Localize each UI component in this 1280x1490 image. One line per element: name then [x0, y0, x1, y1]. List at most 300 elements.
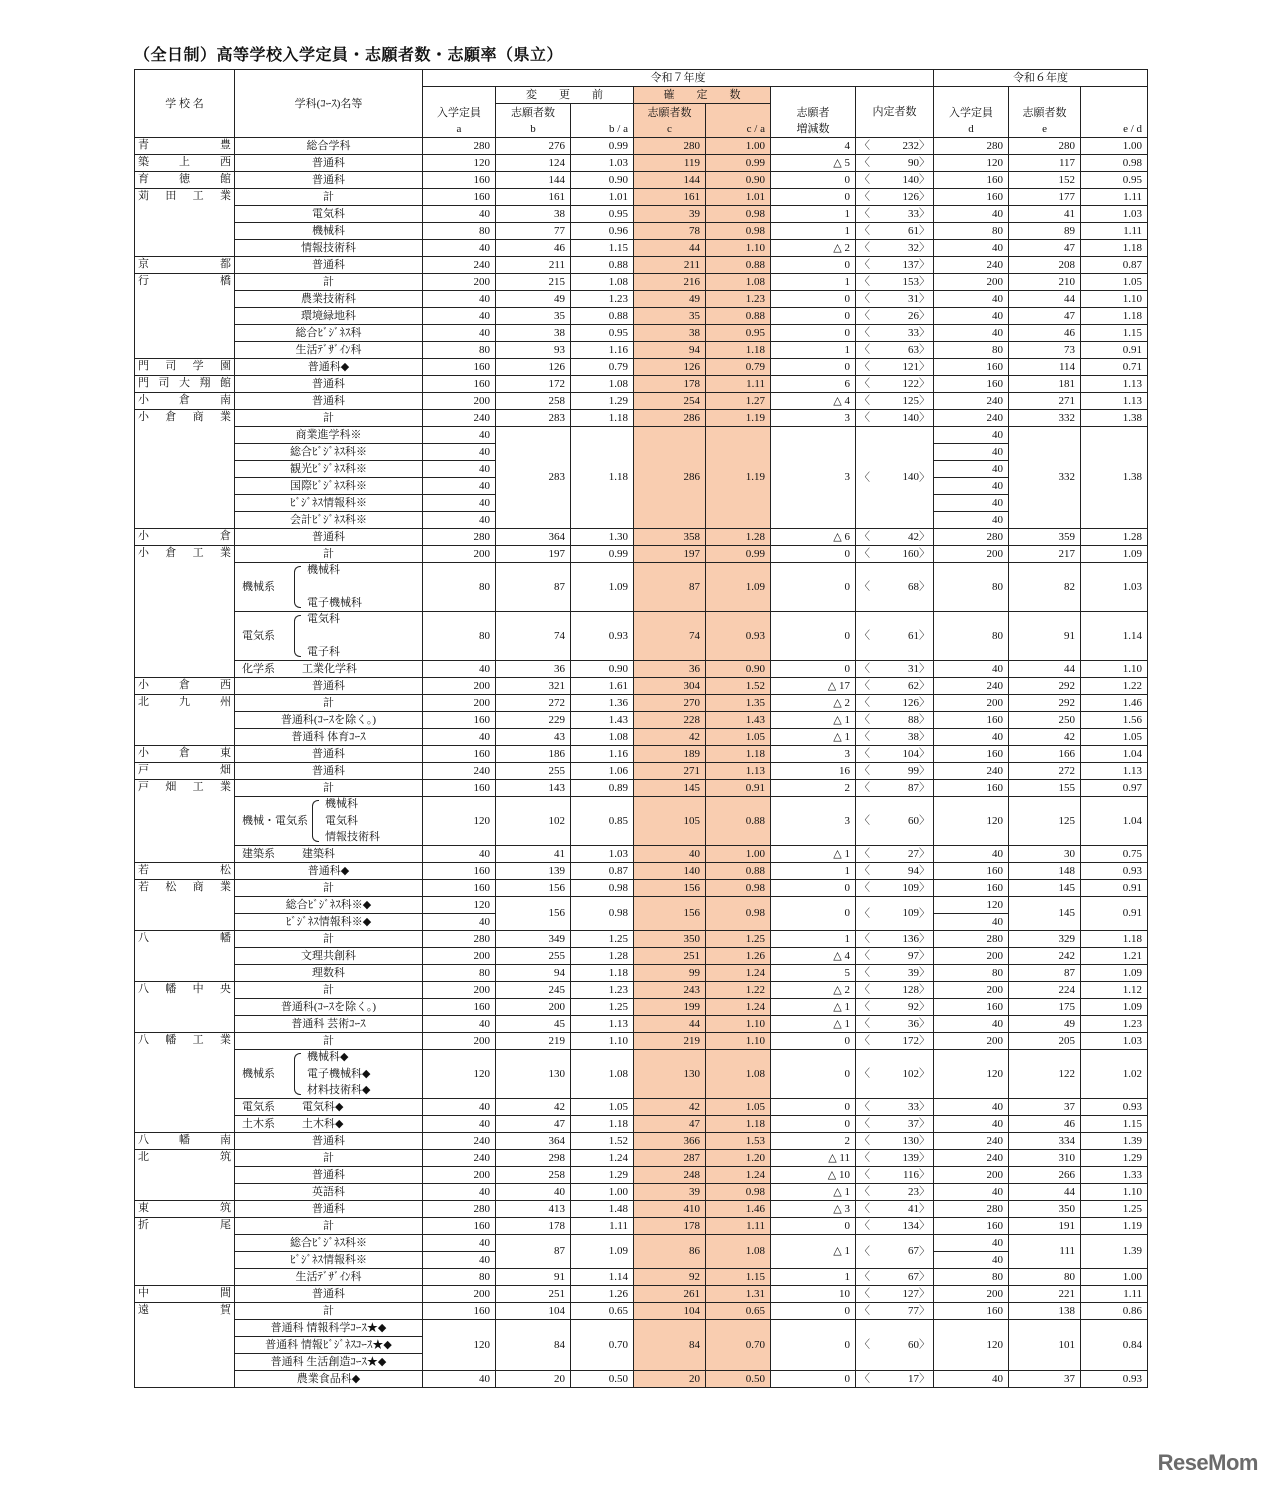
ratio-ed-cell: 1.13 — [1081, 763, 1148, 780]
applicants-e-cell: 250 — [1009, 712, 1081, 729]
table-row — [135, 308, 1148, 325]
applicants-b-cell: 245 — [496, 982, 571, 999]
course-items — [307, 563, 362, 611]
close-angle-icon: 〉 — [919, 207, 931, 220]
naitei-cell — [856, 1033, 934, 1050]
naitei: 153 — [902, 275, 920, 288]
ratio-ca-cell: 1.08 — [706, 274, 771, 291]
applicants-e-cell: 117 — [1009, 155, 1081, 172]
course-cell: 普通科 情報科学ｺｰｽ★◆ — [235, 1320, 423, 1337]
applicants-c-cell: 286 — [634, 427, 706, 529]
ratio-ca-cell: 1.08 — [706, 1235, 771, 1269]
change-cell: 0 — [771, 189, 856, 206]
close-angle-icon: 〉 — [919, 292, 931, 305]
change-cell: 2 — [771, 780, 856, 797]
close-angle-icon: 〉 — [919, 394, 931, 407]
naitei-cell — [856, 863, 934, 880]
table-row — [135, 661, 1148, 678]
capacity-a-cell: 160 — [423, 999, 496, 1016]
applicants-c-cell: 228 — [634, 712, 706, 729]
capacity-d-cell: 40 — [934, 495, 1009, 512]
applicants-b-cell: 321 — [496, 678, 571, 695]
naitei-cell — [856, 138, 934, 155]
ratio-ca-cell: 0.65 — [706, 1303, 771, 1320]
ratio-ed-cell: 0.93 — [1081, 1099, 1148, 1116]
naitei-cell — [856, 965, 934, 982]
capacity-d-cell: 40 — [934, 427, 1009, 444]
ratio-ca-cell: 1.00 — [706, 138, 771, 155]
capacity-d-cell: 40 — [934, 512, 1009, 529]
change-cell: 1 — [771, 931, 856, 948]
ratio-ba-cell: 0.96 — [571, 223, 634, 240]
course-cell: 計 — [235, 695, 423, 712]
applicants-e-cell: 224 — [1009, 982, 1081, 999]
course-cell: 生活ﾃﾞｻﾞｲﾝ科 — [235, 342, 423, 359]
brace-icon — [294, 615, 301, 657]
open-angle-icon: 〈 — [859, 1100, 870, 1113]
ratio-ed-cell: 1.04 — [1081, 797, 1148, 846]
applicants-c-cell: 78 — [634, 223, 706, 240]
ratio-ed-cell: 1.23 — [1081, 1016, 1148, 1033]
applicants-e-cell: 310 — [1009, 1150, 1081, 1167]
applicants-c-cell: 248 — [634, 1167, 706, 1184]
applicants-b-cell: 413 — [496, 1201, 571, 1218]
capacity-a-cell: 200 — [423, 982, 496, 999]
applicants-e-cell: 91 — [1009, 612, 1081, 661]
open-angle-icon: 〈 — [859, 292, 870, 305]
table-row — [135, 359, 1148, 376]
naitei: 232 — [902, 139, 920, 152]
ratio-ca-cell: 1.10 — [706, 1016, 771, 1033]
course-item: 建築科 — [302, 847, 335, 860]
ratio-ba-cell: 0.95 — [571, 206, 634, 223]
change-cell: 0 — [771, 1050, 856, 1099]
capacity-a-cell: 120 — [423, 1050, 496, 1099]
capacity-a-cell: 160 — [423, 359, 496, 376]
applicants-b-cell: 197 — [496, 546, 571, 563]
table-row — [135, 982, 1148, 999]
school-name: 苅田工業 — [138, 190, 231, 202]
ratio-ca-cell: 0.90 — [706, 172, 771, 189]
naitei: 126 — [902, 696, 920, 709]
applicants-e-cell: 145 — [1009, 880, 1081, 897]
applicants-c-cell: 178 — [634, 1218, 706, 1235]
naitei: 116 — [902, 1168, 920, 1181]
school-name-cell — [135, 1033, 235, 1133]
ratio-ed-cell: 1.02 — [1081, 1050, 1148, 1099]
course-group-label: 建築系 — [242, 847, 275, 860]
naitei-cell — [856, 695, 934, 712]
applicants-e-cell: 41 — [1009, 206, 1081, 223]
school-name-cell — [135, 880, 235, 931]
ratio-ba-cell: 1.18 — [571, 965, 634, 982]
applicants-e-cell: 175 — [1009, 999, 1081, 1016]
ratio-ca-cell: 1.31 — [706, 1286, 771, 1303]
applicants-b-cell: 87 — [496, 1235, 571, 1269]
ratio-ba-cell: 1.43 — [571, 712, 634, 729]
change-cell: 0 — [771, 1303, 856, 1320]
applicants-e-cell: 47 — [1009, 240, 1081, 257]
applicants-c-cell: 44 — [634, 1016, 706, 1033]
applicants-e-cell: 280 — [1009, 138, 1081, 155]
capacity-a-cell: 40 — [423, 1252, 496, 1269]
applicants-b-cell: 178 — [496, 1218, 571, 1235]
ratio-ed-cell: 1.21 — [1081, 948, 1148, 965]
course-cell: 計 — [235, 1303, 423, 1320]
ratio-ca-cell: 1.05 — [706, 1099, 771, 1116]
close-angle-icon: 〉 — [919, 1304, 931, 1317]
naitei: 67 — [908, 1270, 920, 1283]
table-row — [135, 1235, 1148, 1252]
capacity-d-cell: 40 — [934, 308, 1009, 325]
capacity-a-cell: 40 — [423, 1116, 496, 1133]
applicants-c-cell: 216 — [634, 274, 706, 291]
change-cell: 1 — [771, 342, 856, 359]
capacity-d-cell: 120 — [934, 1320, 1009, 1371]
course-cell: 理数科 — [235, 965, 423, 982]
ratio-ca-cell: 1.28 — [706, 529, 771, 546]
applicants-b-cell: 364 — [496, 529, 571, 546]
course-group — [239, 1050, 417, 1098]
applicants-c-cell: 251 — [634, 948, 706, 965]
applicants-b-cell: 364 — [496, 1133, 571, 1150]
table-row — [135, 274, 1148, 291]
capacity-a-cell: 160 — [423, 376, 496, 393]
naitei-cell — [856, 1320, 934, 1371]
close-angle-icon: 〉 — [919, 1117, 931, 1130]
capacity-d-cell: 160 — [934, 999, 1009, 1016]
naitei: 137 — [902, 258, 920, 271]
course-cell: 普通科 — [235, 1286, 423, 1303]
ratio-ba-cell: 1.14 — [571, 1269, 634, 1286]
capacity-a-cell: 40 — [423, 1371, 496, 1388]
ratio-ba-cell: 1.03 — [571, 155, 634, 172]
ratio-ca-cell: 1.15 — [706, 1269, 771, 1286]
school-name-cell — [135, 1133, 235, 1150]
school-name-cell — [135, 763, 235, 780]
course-cell: 普通科 — [235, 1133, 423, 1150]
capacity-a-cell: 40 — [423, 240, 496, 257]
ratio-ed-cell: 1.13 — [1081, 393, 1148, 410]
course-item: 電気科 — [325, 814, 358, 827]
change-cell: △ 4 — [771, 393, 856, 410]
applicants-b-cell: 130 — [496, 1050, 571, 1099]
naitei-cell — [856, 982, 934, 999]
course-cell: ﾋﾞｼﾞﾈｽ情報科※ — [235, 495, 423, 512]
applicants-c-cell: 286 — [634, 410, 706, 427]
naitei: 172 — [902, 1034, 920, 1047]
ratio-ca-cell: 0.88 — [706, 863, 771, 880]
ratio-ed-cell: 1.14 — [1081, 612, 1148, 661]
table-row — [135, 427, 1148, 444]
naitei: 99 — [908, 764, 920, 777]
change-cell: 1 — [771, 863, 856, 880]
course-cell: 機械科 — [235, 223, 423, 240]
applicants-e-cell: 114 — [1009, 359, 1081, 376]
open-angle-icon: 〈 — [859, 1151, 870, 1164]
open-angle-icon: 〈 — [859, 530, 870, 543]
ratio-ba-cell: 1.05 — [571, 1099, 634, 1116]
table-row — [135, 780, 1148, 797]
capacity-d-cell: 160 — [934, 1303, 1009, 1320]
naitei: 33 — [908, 326, 920, 339]
open-angle-icon: 〈 — [859, 207, 870, 220]
course-cell: 計 — [235, 880, 423, 897]
change-cell: 0 — [771, 1371, 856, 1388]
header-d: 入学定員 d — [934, 87, 1009, 138]
applicants-c-cell: 243 — [634, 982, 706, 999]
ratio-ca-cell: 1.19 — [706, 410, 771, 427]
course-cell: 普通科 生活創造ｺｰｽ★◆ — [235, 1354, 423, 1371]
course-items — [302, 1100, 343, 1115]
capacity-d-cell: 240 — [934, 1150, 1009, 1167]
applicants-e-cell: 208 — [1009, 257, 1081, 274]
table-row — [135, 1050, 1148, 1099]
open-angle-icon: 〈 — [859, 258, 870, 271]
course-cell: ﾋﾞｼﾞﾈｽ情報科※◆ — [235, 914, 423, 931]
ratio-ba-cell: 0.90 — [571, 172, 634, 189]
applicants-e-cell: 138 — [1009, 1303, 1081, 1320]
close-angle-icon: 〉 — [919, 966, 931, 979]
school-name-cell — [135, 529, 235, 546]
ratio-ba-cell: 1.03 — [571, 846, 634, 863]
capacity-a-cell: 160 — [423, 863, 496, 880]
open-angle-icon: 〈 — [859, 983, 870, 996]
school-name: 若松商業 — [138, 881, 231, 893]
capacity-d-cell: 40 — [934, 1184, 1009, 1201]
applicants-b-cell: 20 — [496, 1371, 571, 1388]
naitei-cell — [856, 948, 934, 965]
applicants-c-cell: 358 — [634, 529, 706, 546]
change-cell: 0 — [771, 1320, 856, 1371]
ratio-ba-cell: 0.50 — [571, 1371, 634, 1388]
ratio-ed-cell: 0.75 — [1081, 846, 1148, 863]
ratio-ed-cell: 1.10 — [1081, 291, 1148, 308]
open-angle-icon: 〈 — [859, 547, 870, 560]
ratio-ed-cell: 1.03 — [1081, 206, 1148, 223]
naitei: 38 — [908, 730, 920, 743]
applicants-e-cell: 152 — [1009, 172, 1081, 189]
applicants-c-cell: 84 — [634, 1320, 706, 1371]
capacity-d-cell: 40 — [934, 325, 1009, 342]
change-cell: 1 — [771, 274, 856, 291]
ratio-ed-cell: 0.71 — [1081, 359, 1148, 376]
ratio-ed-cell: 1.25 — [1081, 1201, 1148, 1218]
open-angle-icon: 〈 — [859, 679, 870, 692]
school-name: 築上西 — [138, 156, 231, 168]
open-angle-icon: 〈 — [859, 343, 870, 356]
applicants-b-cell: 41 — [496, 846, 571, 863]
change-cell: 1 — [771, 206, 856, 223]
naitei: 27 — [908, 847, 920, 860]
ratio-ed-cell: 1.38 — [1081, 410, 1148, 427]
capacity-a-cell: 40 — [423, 1235, 496, 1252]
naitei-cell — [856, 393, 934, 410]
ratio-ba-cell: 1.52 — [571, 1133, 634, 1150]
ratio-ba-cell: 1.09 — [571, 1235, 634, 1269]
applicants-e-cell: 47 — [1009, 308, 1081, 325]
close-angle-icon: 〉 — [919, 530, 931, 543]
ratio-ca-cell: 1.22 — [706, 982, 771, 999]
capacity-a-cell: 40 — [423, 444, 496, 461]
ratio-ed-cell: 1.39 — [1081, 1235, 1148, 1269]
capacity-d-cell: 80 — [934, 563, 1009, 612]
ratio-ed-cell: 1.09 — [1081, 965, 1148, 982]
ratio-ba-cell: 1.29 — [571, 393, 634, 410]
table-row — [135, 1184, 1148, 1201]
change-cell: 0 — [771, 172, 856, 189]
capacity-a-cell: 40 — [423, 427, 496, 444]
applicants-e-cell: 266 — [1009, 1167, 1081, 1184]
course-cell: 普通科 — [235, 393, 423, 410]
change-cell: 0 — [771, 291, 856, 308]
ratio-ed-cell: 1.22 — [1081, 678, 1148, 695]
naitei: 126 — [902, 190, 920, 203]
table-row — [135, 206, 1148, 223]
ratio-ba-cell: 0.70 — [571, 1320, 634, 1371]
change-cell: 2 — [771, 1133, 856, 1150]
naitei-cell — [856, 1269, 934, 1286]
naitei-cell — [856, 797, 934, 846]
ratio-ca-cell: 0.88 — [706, 797, 771, 846]
capacity-a-cell: 160 — [423, 1218, 496, 1235]
open-angle-icon: 〈 — [859, 662, 870, 675]
ratio-ed-cell: 1.13 — [1081, 376, 1148, 393]
applicants-e-cell: 89 — [1009, 223, 1081, 240]
ratio-ca-cell: 0.98 — [706, 223, 771, 240]
open-angle-icon: 〈 — [859, 1117, 870, 1130]
capacity-a-cell: 40 — [423, 914, 496, 931]
header-r6: 令和６年度 — [934, 70, 1148, 87]
school-name-cell — [135, 1218, 235, 1286]
course-group-label: 機械・電気系 — [242, 814, 308, 827]
close-angle-icon: 〉 — [919, 1168, 931, 1181]
table-row — [135, 1269, 1148, 1286]
course-items — [307, 1050, 370, 1098]
course-item: 機械科 — [307, 564, 340, 576]
applicants-c-cell: 35 — [634, 308, 706, 325]
open-angle-icon: 〈 — [859, 1245, 870, 1257]
open-angle-icon: 〈 — [859, 1202, 870, 1215]
applicants-c-cell: 219 — [634, 1033, 706, 1050]
ratio-ca-cell: 1.18 — [706, 746, 771, 763]
ratio-ca-cell: 0.99 — [706, 155, 771, 172]
close-angle-icon: 〉 — [919, 309, 931, 322]
capacity-d-cell: 240 — [934, 393, 1009, 410]
course-item: 電気科◆ — [302, 1100, 344, 1113]
applicants-b-cell: 91 — [496, 1269, 571, 1286]
open-angle-icon: 〈 — [859, 1000, 870, 1013]
close-angle-icon: 〉 — [919, 275, 931, 288]
capacity-d-cell: 80 — [934, 223, 1009, 240]
school-name-cell — [135, 376, 235, 393]
ratio-ba-cell: 1.09 — [571, 563, 634, 612]
capacity-d-cell: 40 — [934, 914, 1009, 931]
change-cell: 16 — [771, 763, 856, 780]
capacity-d-cell: 40 — [934, 478, 1009, 495]
school-name: 八幡中央 — [138, 983, 231, 995]
naitei-cell — [856, 546, 934, 563]
course-cell — [235, 1099, 423, 1116]
applicants-b-cell: 49 — [496, 291, 571, 308]
school-name-cell — [135, 931, 235, 982]
capacity-d-cell: 120 — [934, 155, 1009, 172]
ratio-ca-cell: 1.24 — [706, 999, 771, 1016]
applicants-e-cell: 73 — [1009, 342, 1081, 359]
header-ca: c / a — [706, 104, 771, 138]
applicants-b-cell: 35 — [496, 308, 571, 325]
applicants-b-cell: 47 — [496, 1116, 571, 1133]
change-cell: △ 1 — [771, 999, 856, 1016]
applicants-e-cell: 37 — [1009, 1099, 1081, 1116]
school-name-cell — [135, 257, 235, 274]
course-item: 電気科 — [307, 613, 340, 625]
applicants-c-cell: 140 — [634, 863, 706, 880]
table-row — [135, 172, 1148, 189]
course-cell — [235, 612, 423, 661]
naitei-cell — [856, 257, 934, 274]
applicants-e-cell: 272 — [1009, 763, 1081, 780]
naitei: 63 — [908, 343, 920, 356]
capacity-d-cell: 160 — [934, 863, 1009, 880]
applicants-c-cell: 350 — [634, 931, 706, 948]
applicants-b-cell: 156 — [496, 897, 571, 931]
header-before: 変 更 前 — [496, 87, 634, 104]
change-cell: 5 — [771, 965, 856, 982]
course-cell: 普通科 — [235, 746, 423, 763]
applicants-b-cell: 255 — [496, 763, 571, 780]
table-row — [135, 223, 1148, 240]
change-cell: 0 — [771, 563, 856, 612]
header-confirmed: 確 定 数 — [634, 87, 771, 104]
naitei: 77 — [908, 1304, 920, 1317]
capacity-d-cell: 80 — [934, 1269, 1009, 1286]
ratio-ed-cell: 0.91 — [1081, 897, 1148, 931]
ratio-ba-cell: 1.11 — [571, 1218, 634, 1235]
naitei: 128 — [902, 983, 920, 996]
close-angle-icon: 〉 — [919, 1270, 931, 1283]
ratio-ed-cell: 0.93 — [1081, 1371, 1148, 1388]
ratio-ed-cell: 0.93 — [1081, 863, 1148, 880]
school-name: 八幡南 — [138, 1134, 231, 1146]
naitei-cell — [856, 931, 934, 948]
school-name: 育徳館 — [138, 173, 231, 185]
table-row — [135, 763, 1148, 780]
ratio-ed-cell: 1.18 — [1081, 931, 1148, 948]
ratio-ed-cell: 1.38 — [1081, 427, 1148, 529]
naitei-cell — [856, 746, 934, 763]
open-angle-icon: 〈 — [859, 139, 870, 152]
naitei: 36 — [908, 1017, 920, 1030]
course-cell: 普通科◆ — [235, 359, 423, 376]
applicants-e-cell: 82 — [1009, 563, 1081, 612]
close-angle-icon: 〉 — [919, 747, 931, 760]
header-a: 入学定員 a — [423, 87, 496, 138]
table-row — [135, 712, 1148, 729]
capacity-a-cell: 240 — [423, 257, 496, 274]
school-name: 門司大翔館 — [138, 377, 231, 389]
course-cell: 計 — [235, 189, 423, 206]
applicants-b-cell: 172 — [496, 376, 571, 393]
course-cell: 普通科 — [235, 172, 423, 189]
open-angle-icon: 〈 — [859, 713, 870, 726]
capacity-d-cell: 40 — [934, 206, 1009, 223]
applicants-c-cell: 104 — [634, 1303, 706, 1320]
open-angle-icon: 〈 — [859, 1219, 870, 1232]
course-cell: 普通科 — [235, 529, 423, 546]
course-cell: 普通科 情報ﾋﾞｼﾞﾈｽｺｰｽ★◆ — [235, 1337, 423, 1354]
capacity-a-cell: 80 — [423, 563, 496, 612]
